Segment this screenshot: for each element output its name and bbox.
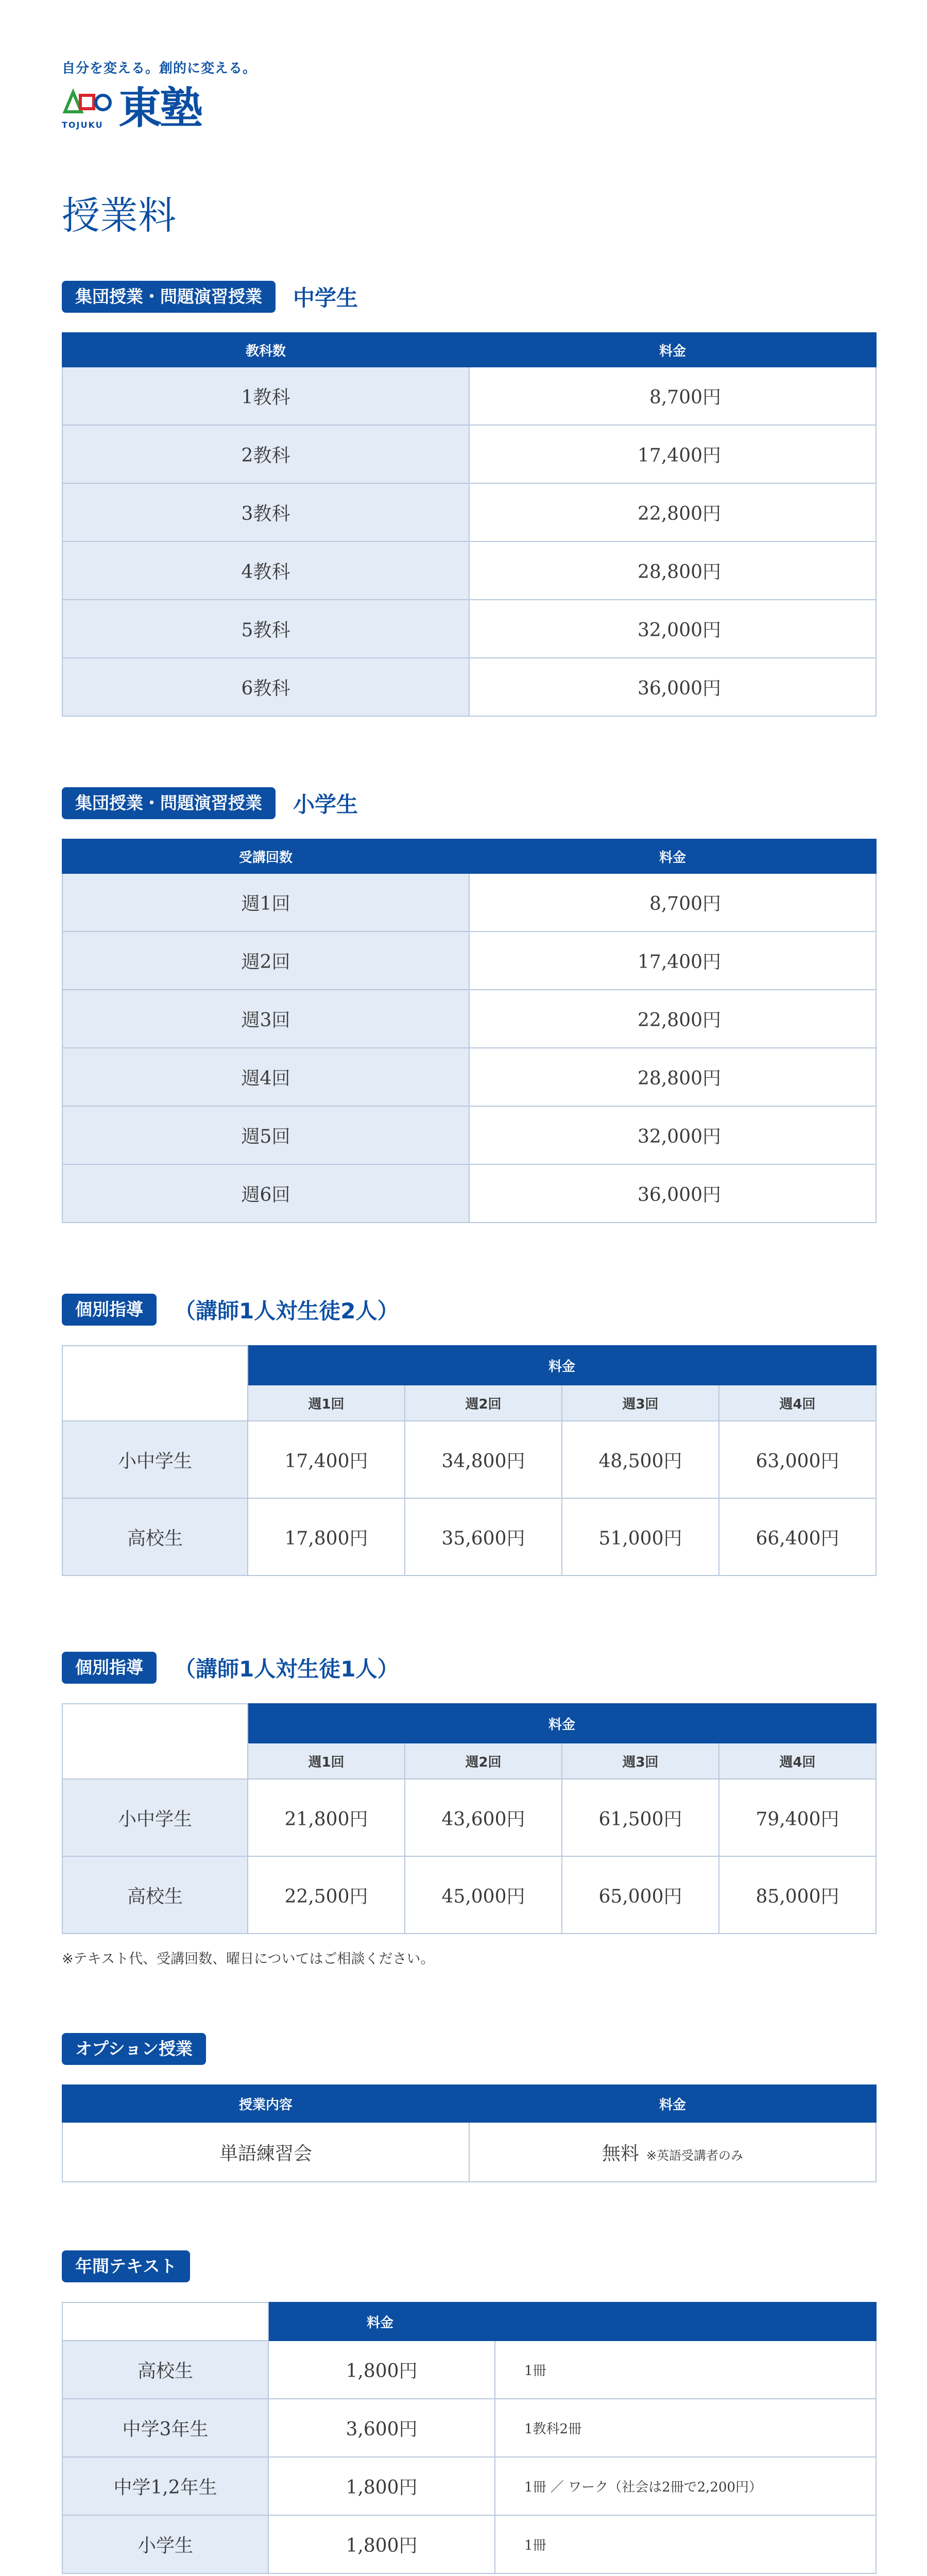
row-price: 32,000円 bbox=[469, 600, 876, 658]
section-tag: 個別指導 bbox=[62, 1294, 157, 1326]
col-header: 週1回 bbox=[248, 1385, 405, 1421]
table-row bbox=[62, 2457, 876, 2515]
price-text: 無料 bbox=[602, 2143, 639, 2164]
row-label: 週4回 bbox=[62, 1048, 469, 1106]
row-detail: 1冊 ／ ワーク（社会は2冊で2,200円） bbox=[495, 2457, 876, 2515]
col-header: 週3回 bbox=[562, 1385, 719, 1421]
row-label: 高校生 bbox=[62, 2341, 268, 2399]
row-label: 5教科 bbox=[62, 600, 469, 658]
row-price: 34,800円 bbox=[405, 1421, 562, 1498]
row-price: 8,700円 bbox=[469, 873, 876, 931]
row-price: 43,600円 bbox=[405, 1779, 562, 1856]
row-label: 中学1,2年生 bbox=[62, 2457, 268, 2515]
col-header: 料金 bbox=[469, 839, 876, 873]
section-tag: 年間テキスト bbox=[62, 2250, 190, 2282]
corner-cell bbox=[62, 2302, 268, 2341]
logo-sub: TOJUKU bbox=[62, 120, 104, 130]
row-label: 小学生 bbox=[62, 2515, 268, 2573]
col-header: 週2回 bbox=[405, 1385, 562, 1421]
col-header: 料金 bbox=[248, 1704, 876, 1743]
logo-tagline: 自分を変える。創的に変える。 bbox=[62, 61, 257, 76]
price-table bbox=[62, 1703, 877, 1934]
table-row bbox=[62, 1779, 876, 1856]
row-price: 1,800円 bbox=[268, 2341, 495, 2399]
row-label: 週1回 bbox=[62, 873, 469, 931]
logo[interactable] bbox=[62, 58, 258, 135]
row-price: 22,500円 bbox=[248, 1856, 405, 1934]
table-row bbox=[62, 1421, 876, 1498]
row-price: 36,000円 bbox=[469, 1164, 876, 1223]
row-label: 3教科 bbox=[62, 483, 469, 541]
row-label: 小中学生 bbox=[62, 1421, 248, 1498]
section-junior-group bbox=[62, 281, 876, 717]
row-label: 週2回 bbox=[62, 931, 469, 990]
table-row bbox=[62, 541, 876, 600]
row-price: 48,500円 bbox=[562, 1421, 719, 1498]
price-table bbox=[62, 1345, 877, 1576]
section-annual-text bbox=[62, 2250, 876, 2576]
price-table bbox=[62, 2084, 877, 2182]
col-header: 料金 bbox=[268, 2302, 876, 2341]
row-price: 65,000円 bbox=[562, 1856, 719, 1934]
section-subtitle: 中学生 bbox=[293, 285, 358, 311]
price-table bbox=[62, 2302, 877, 2574]
logo-name: 東塾 bbox=[118, 83, 201, 133]
row-detail: 1冊 bbox=[495, 2515, 876, 2573]
row-price: 17,800円 bbox=[248, 1498, 405, 1575]
col-header: 料金 bbox=[248, 1346, 876, 1385]
section-individual-1to1 bbox=[62, 1652, 876, 1968]
row-price: 32,000円 bbox=[469, 1106, 876, 1164]
price-table bbox=[62, 332, 877, 717]
section-option bbox=[62, 2033, 876, 2182]
corner-cell bbox=[62, 1704, 248, 1779]
col-header: 料金 bbox=[469, 2085, 876, 2122]
table-row bbox=[62, 2515, 876, 2573]
row-detail: 1冊 bbox=[495, 2341, 876, 2399]
table-row bbox=[62, 2399, 876, 2457]
row-price: 45,000円 bbox=[405, 1856, 562, 1934]
table-row bbox=[62, 1164, 876, 1223]
row-label: 週6回 bbox=[62, 1164, 469, 1223]
row-price: 61,500円 bbox=[562, 1779, 719, 1856]
row-price: 63,000円 bbox=[719, 1421, 876, 1498]
page-title: 授業料 bbox=[62, 194, 176, 238]
col-header: 授業内容 bbox=[62, 2085, 469, 2122]
row-label: 中学3年生 bbox=[62, 2399, 268, 2457]
price-table bbox=[62, 839, 877, 1223]
col-header: 週1回 bbox=[248, 1743, 405, 1779]
table-row bbox=[62, 1498, 876, 1575]
table-row bbox=[62, 483, 876, 541]
row-price: 17,400円 bbox=[469, 931, 876, 990]
table-row bbox=[62, 1106, 876, 1164]
table-row bbox=[62, 2122, 876, 2182]
row-label: 4教科 bbox=[62, 541, 469, 600]
section-tag: 個別指導 bbox=[62, 1652, 157, 1684]
row-price: 51,000円 bbox=[562, 1498, 719, 1575]
row-price: 36,000円 bbox=[469, 658, 876, 716]
section-elementary-group bbox=[62, 787, 876, 1223]
row-detail: 1教科2冊 bbox=[495, 2399, 876, 2457]
section-individual-1to2 bbox=[62, 1294, 876, 1576]
row-price: 1,800円 bbox=[268, 2457, 495, 2515]
row-price: 22,800円 bbox=[469, 990, 876, 1048]
row-price: 28,800円 bbox=[469, 1048, 876, 1106]
col-header: 教科数 bbox=[62, 333, 469, 367]
row-label: 2教科 bbox=[62, 425, 469, 483]
row-price: 8,700円 bbox=[469, 367, 876, 425]
row-label: 週3回 bbox=[62, 990, 469, 1048]
section-tag: 集団授業・問題演習授業 bbox=[62, 787, 276, 819]
row-price: 17,400円 bbox=[469, 425, 876, 483]
row-price bbox=[469, 2122, 876, 2182]
col-header: 週2回 bbox=[405, 1743, 562, 1779]
table-row bbox=[62, 425, 876, 483]
row-price: 28,800円 bbox=[469, 541, 876, 600]
corner-cell bbox=[62, 1346, 248, 1421]
row-price: 35,600円 bbox=[405, 1498, 562, 1575]
price-note: ※英語受講者のみ bbox=[646, 2148, 744, 2163]
footnote: ※テキスト代、受講回数、曜日についてはご相談ください。 bbox=[62, 1951, 435, 1967]
row-label: 小中学生 bbox=[62, 1779, 248, 1856]
row-price: 79,400円 bbox=[719, 1779, 876, 1856]
row-label: 週5回 bbox=[62, 1106, 469, 1164]
row-price: 17,400円 bbox=[248, 1421, 405, 1498]
section-tag: オプション授業 bbox=[62, 2033, 206, 2065]
row-price: 1,800円 bbox=[268, 2515, 495, 2573]
table-row bbox=[62, 367, 876, 425]
row-label: 6教科 bbox=[62, 658, 469, 716]
table-row bbox=[62, 2341, 876, 2399]
row-price: 21,800円 bbox=[248, 1779, 405, 1856]
table-row bbox=[62, 658, 876, 716]
table-row bbox=[62, 1048, 876, 1106]
row-label: 単語練習会 bbox=[62, 2122, 469, 2182]
row-price: 66,400円 bbox=[719, 1498, 876, 1575]
section-subtitle: （講師1人対生徒1人） bbox=[174, 1656, 399, 1682]
row-price: 85,000円 bbox=[719, 1856, 876, 1934]
row-label: 高校生 bbox=[62, 1498, 248, 1575]
col-header: 週4回 bbox=[719, 1385, 876, 1421]
col-header: 受講回数 bbox=[62, 839, 469, 873]
section-subtitle: 小学生 bbox=[293, 792, 358, 817]
row-price: 22,800円 bbox=[469, 483, 876, 541]
section-subtitle: （講師1人対生徒2人） bbox=[174, 1298, 399, 1324]
row-price: 3,600円 bbox=[268, 2399, 495, 2457]
table-row bbox=[62, 990, 876, 1048]
table-row bbox=[62, 873, 876, 931]
col-header: 料金 bbox=[469, 333, 876, 367]
table-row bbox=[62, 600, 876, 658]
col-header: 週3回 bbox=[562, 1743, 719, 1779]
row-label: 高校生 bbox=[62, 1856, 248, 1934]
section-tag: 集団授業・問題演習授業 bbox=[62, 281, 276, 313]
logo-mark-icon bbox=[62, 85, 113, 121]
col-header: 週4回 bbox=[719, 1743, 876, 1779]
table-row bbox=[62, 1856, 876, 1934]
table-row bbox=[62, 931, 876, 990]
row-label: 1教科 bbox=[62, 367, 469, 425]
